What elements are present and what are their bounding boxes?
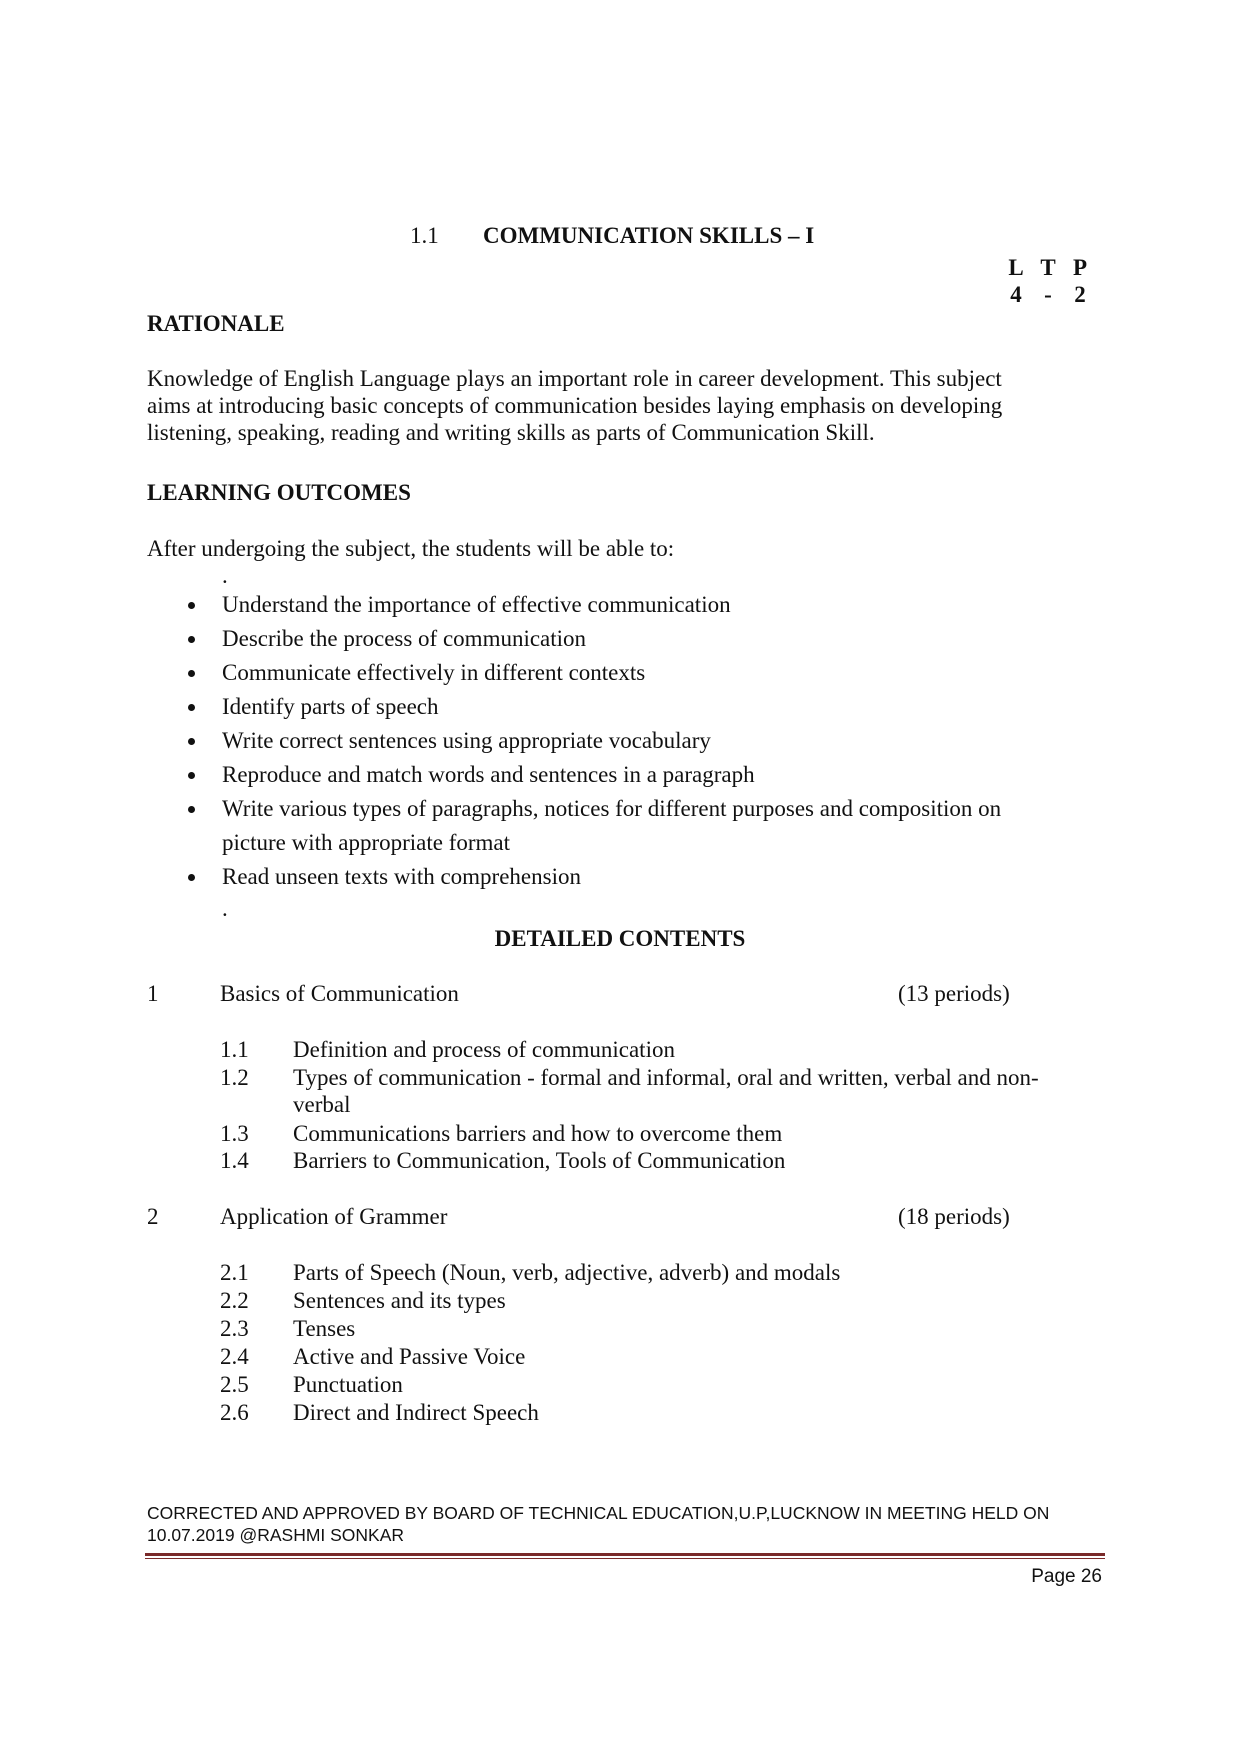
subtopic-text: Tenses [293, 1316, 356, 1341]
rationale-heading: RATIONALE [147, 311, 285, 336]
subtopic-number: 1.1 [220, 1037, 249, 1062]
page-title: COMMUNICATION SKILLS – I [483, 223, 815, 248]
unit-number: 1 [147, 981, 159, 1006]
subtopic-number: 2.1 [220, 1260, 249, 1285]
subtopic-number: 1.3 [220, 1121, 249, 1146]
subtopic-text: Types of communication - formal and informal, oral and written, verbal and non- [293, 1065, 1039, 1090]
ltp-labels [1000, 254, 1104, 281]
ltp-value-p: 2 [1074, 282, 1086, 307]
subtopic-number: 2.5 [220, 1372, 249, 1397]
footer-rule [145, 1553, 1105, 1556]
subtopic-text: Sentences and its types [293, 1288, 506, 1313]
learning-outcomes-intro: After undergoing the subject, the students will be able to: [147, 536, 675, 561]
unit-title: Application of Grammer [220, 1204, 448, 1229]
unit-title: Basics of Communication [220, 981, 459, 1006]
ltp-label-t: T [1040, 255, 1056, 280]
subtopic-number: 2.3 [220, 1316, 249, 1341]
subtopic-text: Definition and process of communication [293, 1037, 675, 1062]
learning-outcomes-list [180, 588, 1080, 894]
rationale-line-1: Knowledge of English Language plays an important role in career development. This subject [147, 366, 1002, 391]
rationale-line-2: aims at introducing basic concepts of communication besides laying emphasis on developing [147, 393, 1003, 418]
page-number: Page 26 [1031, 1566, 1102, 1587]
footer-line-1: CORRECTED AND APPROVED BY BOARD OF TECHNICAL EDUCATION,U.P,LUCKNOW IN MEETING HELD ON [147, 1503, 1050, 1523]
footer-approval-note [147, 1502, 1107, 1546]
detailed-contents-heading: DETAILED CONTENTS [494, 926, 746, 951]
ltp-value-t: - [1044, 282, 1052, 307]
unit-periods: (18 periods) [898, 1204, 1010, 1229]
stray-dot-top: . [222, 563, 228, 588]
list-item: Understand the importance of effective communication [180, 588, 1080, 622]
footer-line-2: 10.07.2019 @RASHMI SONKAR [147, 1525, 405, 1545]
list-item: Communicate effectively in different contexts [180, 656, 1080, 690]
ltp-values [1000, 281, 1104, 308]
ltp-label-l: L [1008, 255, 1024, 280]
subtopic-number: 2.6 [220, 1400, 249, 1425]
unit-periods: (13 periods) [898, 981, 1010, 1006]
subtopic-number: 1.4 [220, 1148, 249, 1173]
subtopic-text: Communications barriers and how to overcome them [293, 1121, 783, 1146]
list-item: Write correct sentences using appropriate vocabulary [180, 724, 1080, 758]
subtopic-text-continuation: verbal [293, 1092, 351, 1117]
list-item: Describe the process of communication [180, 622, 1080, 656]
stray-dot-bottom: . [222, 896, 228, 921]
list-item: Reproduce and match words and sentences in a paragraph [180, 758, 1080, 792]
rationale-line-3: listening, speaking, reading and writing skills as parts of Communication Skill. [147, 420, 875, 445]
subtopic-number: 2.4 [220, 1344, 249, 1369]
unit-number: 2 [147, 1204, 159, 1229]
subtopic-text: Barriers to Communication, Tools of Communication [293, 1148, 786, 1173]
subtopic-number: 2.2 [220, 1288, 249, 1313]
list-item: Write various types of paragraphs, notices for different purposes and composition on picture with appropriate format [180, 792, 1052, 860]
ltp-label-p: P [1072, 255, 1088, 280]
subtopic-text: Active and Passive Voice [293, 1344, 526, 1369]
learning-outcomes-heading: LEARNING OUTCOMES [147, 480, 411, 505]
subtopic-number: 1.2 [220, 1065, 249, 1090]
list-item: Read unseen texts with comprehension [180, 860, 1080, 894]
subtopic-text: Punctuation [293, 1372, 403, 1397]
footer-rule-thin [145, 1558, 1105, 1559]
subtopic-text: Parts of Speech (Noun, verb, adjective, adverb) and modals [293, 1260, 841, 1285]
subtopic-text: Direct and Indirect Speech [293, 1400, 539, 1425]
ltp-value-l: 4 [1010, 282, 1022, 307]
section-number: 1.1 [410, 223, 439, 248]
list-item: Identify parts of speech [180, 690, 1080, 724]
